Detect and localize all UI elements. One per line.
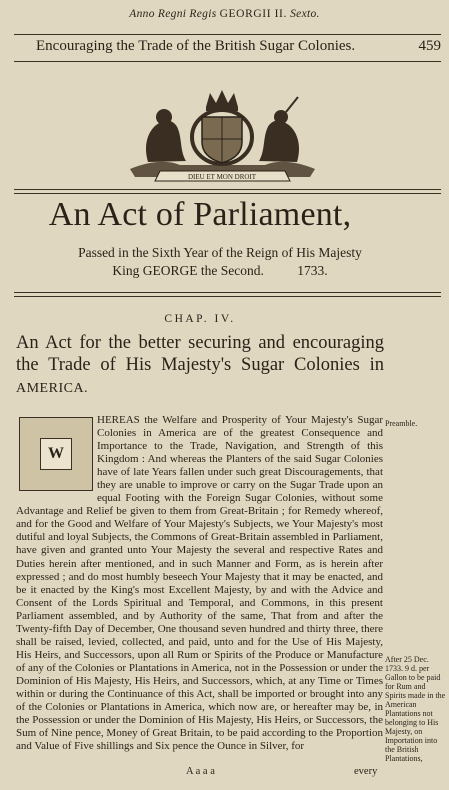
catchword: every [354, 766, 378, 777]
title-top-rule-double [14, 193, 441, 194]
chapter-number: CHAP. IV. [164, 313, 236, 325]
running-head-prefix: Anno Regni Regis [129, 8, 217, 20]
top-rule [14, 34, 441, 35]
title-bottom-rule-double [14, 296, 441, 297]
page-number: 459 [418, 38, 441, 54]
running-head [0, 8, 449, 20]
passed-line-2 [40, 262, 400, 280]
act-title: An Act of Parliament, [48, 196, 352, 233]
passed-year: 1733. [297, 263, 328, 278]
passed-king: King GEORGE the Second. [112, 263, 264, 278]
passed-statement [40, 244, 400, 280]
act-heading-main: An Act for the better securing and encouraging the Trade of His Majesty's Sugar Colonies in [16, 333, 384, 375]
drop-cap-letter: W [40, 438, 72, 470]
margin-note-duty: After 25 Dec. 1733. 9 d. per Gallon to be paid for Rum and Spirits made in the American Plantations not belonging to His Majesty, on Importation into the British Plantations, [385, 655, 446, 763]
act-heading [16, 332, 384, 400]
running-head-king: GEORGII II. [219, 8, 287, 20]
act-heading-place: AMERICA. [16, 381, 89, 396]
header-rule [14, 61, 441, 62]
signature-mark: A a a a [186, 766, 215, 777]
royal-coat-of-arms-icon [120, 87, 325, 187]
title-top-rule [14, 189, 441, 190]
passed-line-1: Passed in the Sixth Year of the Reign of His Majesty [78, 245, 362, 260]
page-header [14, 38, 441, 55]
header-title: Encouraging the Trade of the British Sugar Colonies. [36, 38, 356, 54]
act-body [16, 414, 383, 753]
motto-text: DIEU ET MON DROIT [187, 173, 257, 181]
running-head-year: Sexto. [290, 8, 320, 20]
body-paragraph: HEREAS the Welfare and Prosperity of Your Majesty's Sugar Colonies in America are of the greatest Consequence and Importance to the Trade, Navigation, and Strength of this Kingdom : And whereas the Planters of the said Sugar Colonies have of late Years fallen under such great Discouragements, that they are unable to improve or carry on the Sugar Trade upon an equal Footing with the Foreign Sugar Colonies, without some Advantage and Relief be given to them from Great-Britain ; for Remedy whereof, and for the Good and Welfare of Your Majesty's Subjects, we Your Majesty's most dutiful and loyal Subjects, the Commons of Great-Britain assembled in Parliament, have given and granted unto Your Majesty the several and respective Rates and Duties herein after mentioned, and in such Manner and Form, as is herein after expressed ; and do most humbly beseech Your Majesty that it may be enacted, and be it enacted by the King's most Excellent Majesty, by and with the Advice and Consent of the Lords Spiritual and Temporal, and Commons, in this present Parliament assembled, and by Authority of the same, That from and after the Twenty-fifth Day of December, One thousand seven hundred and thirty three, there shall be raised, levied, collected, and paid, unto and for the Use of His Majesty, His Heirs, and Successors, upon all Rum or Spirits of the Produce or Manufacture of any of the Colonies or Plantations in America, not in the Possession or under the Dominion of His Majesty, His Heirs, and Successors, which, at any Time or Times within or during the Continuance of this Act, shall be imported or brought into any of the Colonies or Plantations in America, which now are, or hereafter may be, in the Possession or under the Dominion of His Majesty, His Heirs, or Successors, the Sum of Nine pence, Money of Great Britain, to be paid according to the Proportion and Value of Five shillings and Six pence the Ounce in Silver, for [16, 414, 383, 753]
drop-cap-spacer [16, 414, 95, 493]
title-bottom-rule [14, 292, 441, 293]
margin-note-preamble: Preamble. [385, 419, 418, 428]
